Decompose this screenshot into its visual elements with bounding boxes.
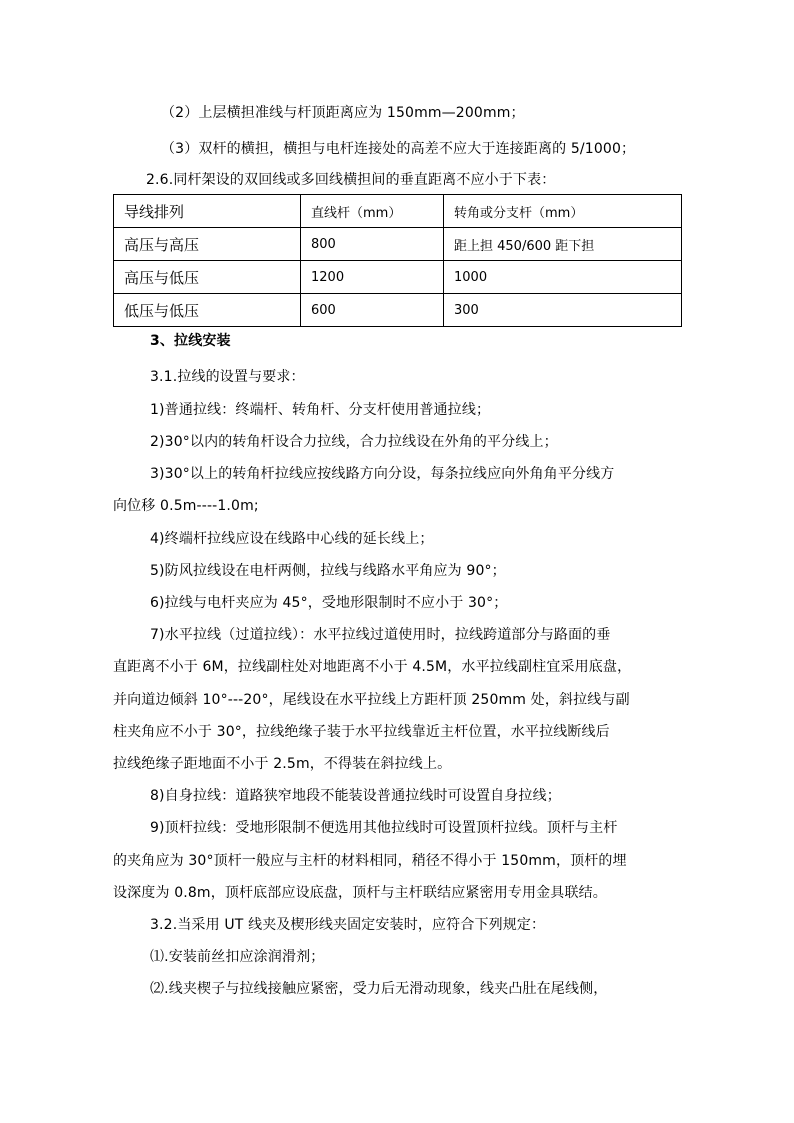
table-row [114,294,682,327]
table-row [114,261,682,294]
table-cell: 距上担 450/600 距下担 [444,228,682,261]
section-line: ⑴.安装前丝扣应涂润滑剂； [150,949,325,965]
table-row [114,228,682,261]
section-line: 3)30°以上的转角杆拉线应按线路方向分设，每条拉线应向外角角平分线方 [150,466,615,482]
paragraph-2-6-heading: 2.6.同杆架设的双回线或多回线横担间的垂直距离不应小于下表： [146,172,556,188]
section-line: 5)防风拉线设在电杆两侧，拉线与线路水平角应为 90°； [150,563,506,579]
section-line: 3.1.拉线的设置与要求： [150,369,305,385]
table-cell: 高压与高压 [114,228,301,261]
table-header-cell: 转角或分支杆（mm） [444,195,682,228]
section-line: 直距离不小于 6M，拉线副柱处对地距离不小于 4.5M，水平拉线副柱宜采用底盘， [113,659,632,675]
section-line: 6)拉线与电杆夹应为 45°，受地形限制时不应小于 30°； [150,595,508,611]
section-line: 柱夹角应不小于 30°，拉线绝缘子装于水平拉线靠近主杆位置，水平拉线断线后 [113,724,610,740]
table-cell: 800 [301,228,444,261]
table-cell: 600 [301,294,444,327]
section-heading: 3、拉线安装 [150,333,231,349]
table-header-cell: 直线杆（mm） [301,195,444,228]
section-line: 3.2.当采用 UT 线夹及楔形线夹固定安装时，应符合下列规定： [150,917,546,933]
section-line: 7)水平拉线（过道拉线）：水平拉线过道使用时，拉线跨道部分与路面的垂 [150,627,611,643]
table-cell: 1200 [301,261,444,294]
section-line: 设深度为 0.8m，顶杆底部应设底盘，顶杆与主杆联结应紧密用专用金具联结。 [113,885,607,901]
section-line: 并向道边倾斜 10°---20°，尾线设在水平拉线上方距杆顶 250mm 处，斜拉线与副 [113,692,630,708]
table-header-cell: 导线排列 [114,195,301,228]
table-cell: 1000 [444,261,682,294]
section-line: 向位移 0.5m----1.0m; [113,498,259,514]
section-line: 4)终端杆拉线应设在线路中心线的延长线上； [150,531,434,547]
table-cell: 低压与低压 [114,294,301,327]
crossarm-spacing-table [113,194,682,327]
table-cell: 高压与低压 [114,261,301,294]
paragraph-2-6-3: （3）双杆的横担，横担与电杆连接处的高差不应大于连接距离的 5/1000； [161,141,636,157]
section-line: ⑵.线夹楔子与拉线接触应紧密，受力后无滑动现象，线夹凸肚在尾线侧， [150,981,608,997]
paragraph-2-6-2: （2）上层横担准线与杆顶距离应为 150mm—200mm； [161,105,525,121]
section-line: 拉线绝缘子距地面不小于 2.5m，不得装在斜拉线上。 [113,756,452,772]
table-header-row [114,195,682,228]
section-line: 1)普通拉线：终端杆、转角杆、分支杆使用普通拉线； [150,402,491,418]
section-line: 2)30°以内的转角杆设合力拉线，合力拉线设在外角的平分线上； [150,434,558,450]
section-line: 9)顶杆拉线：受地形限制不便选用其他拉线时可设置顶杆拉线。顶杆与主杆 [150,820,618,836]
section-line: 的夹角应为 30°顶杆一般应与主杆的材料相同，稍径不得小于 150mm，顶杆的埋 [113,853,627,869]
section-line: 8)自身拉线：道路狭窄地段不能装设普通拉线时可设置自身拉线； [150,788,561,804]
table-cell: 300 [444,294,682,327]
